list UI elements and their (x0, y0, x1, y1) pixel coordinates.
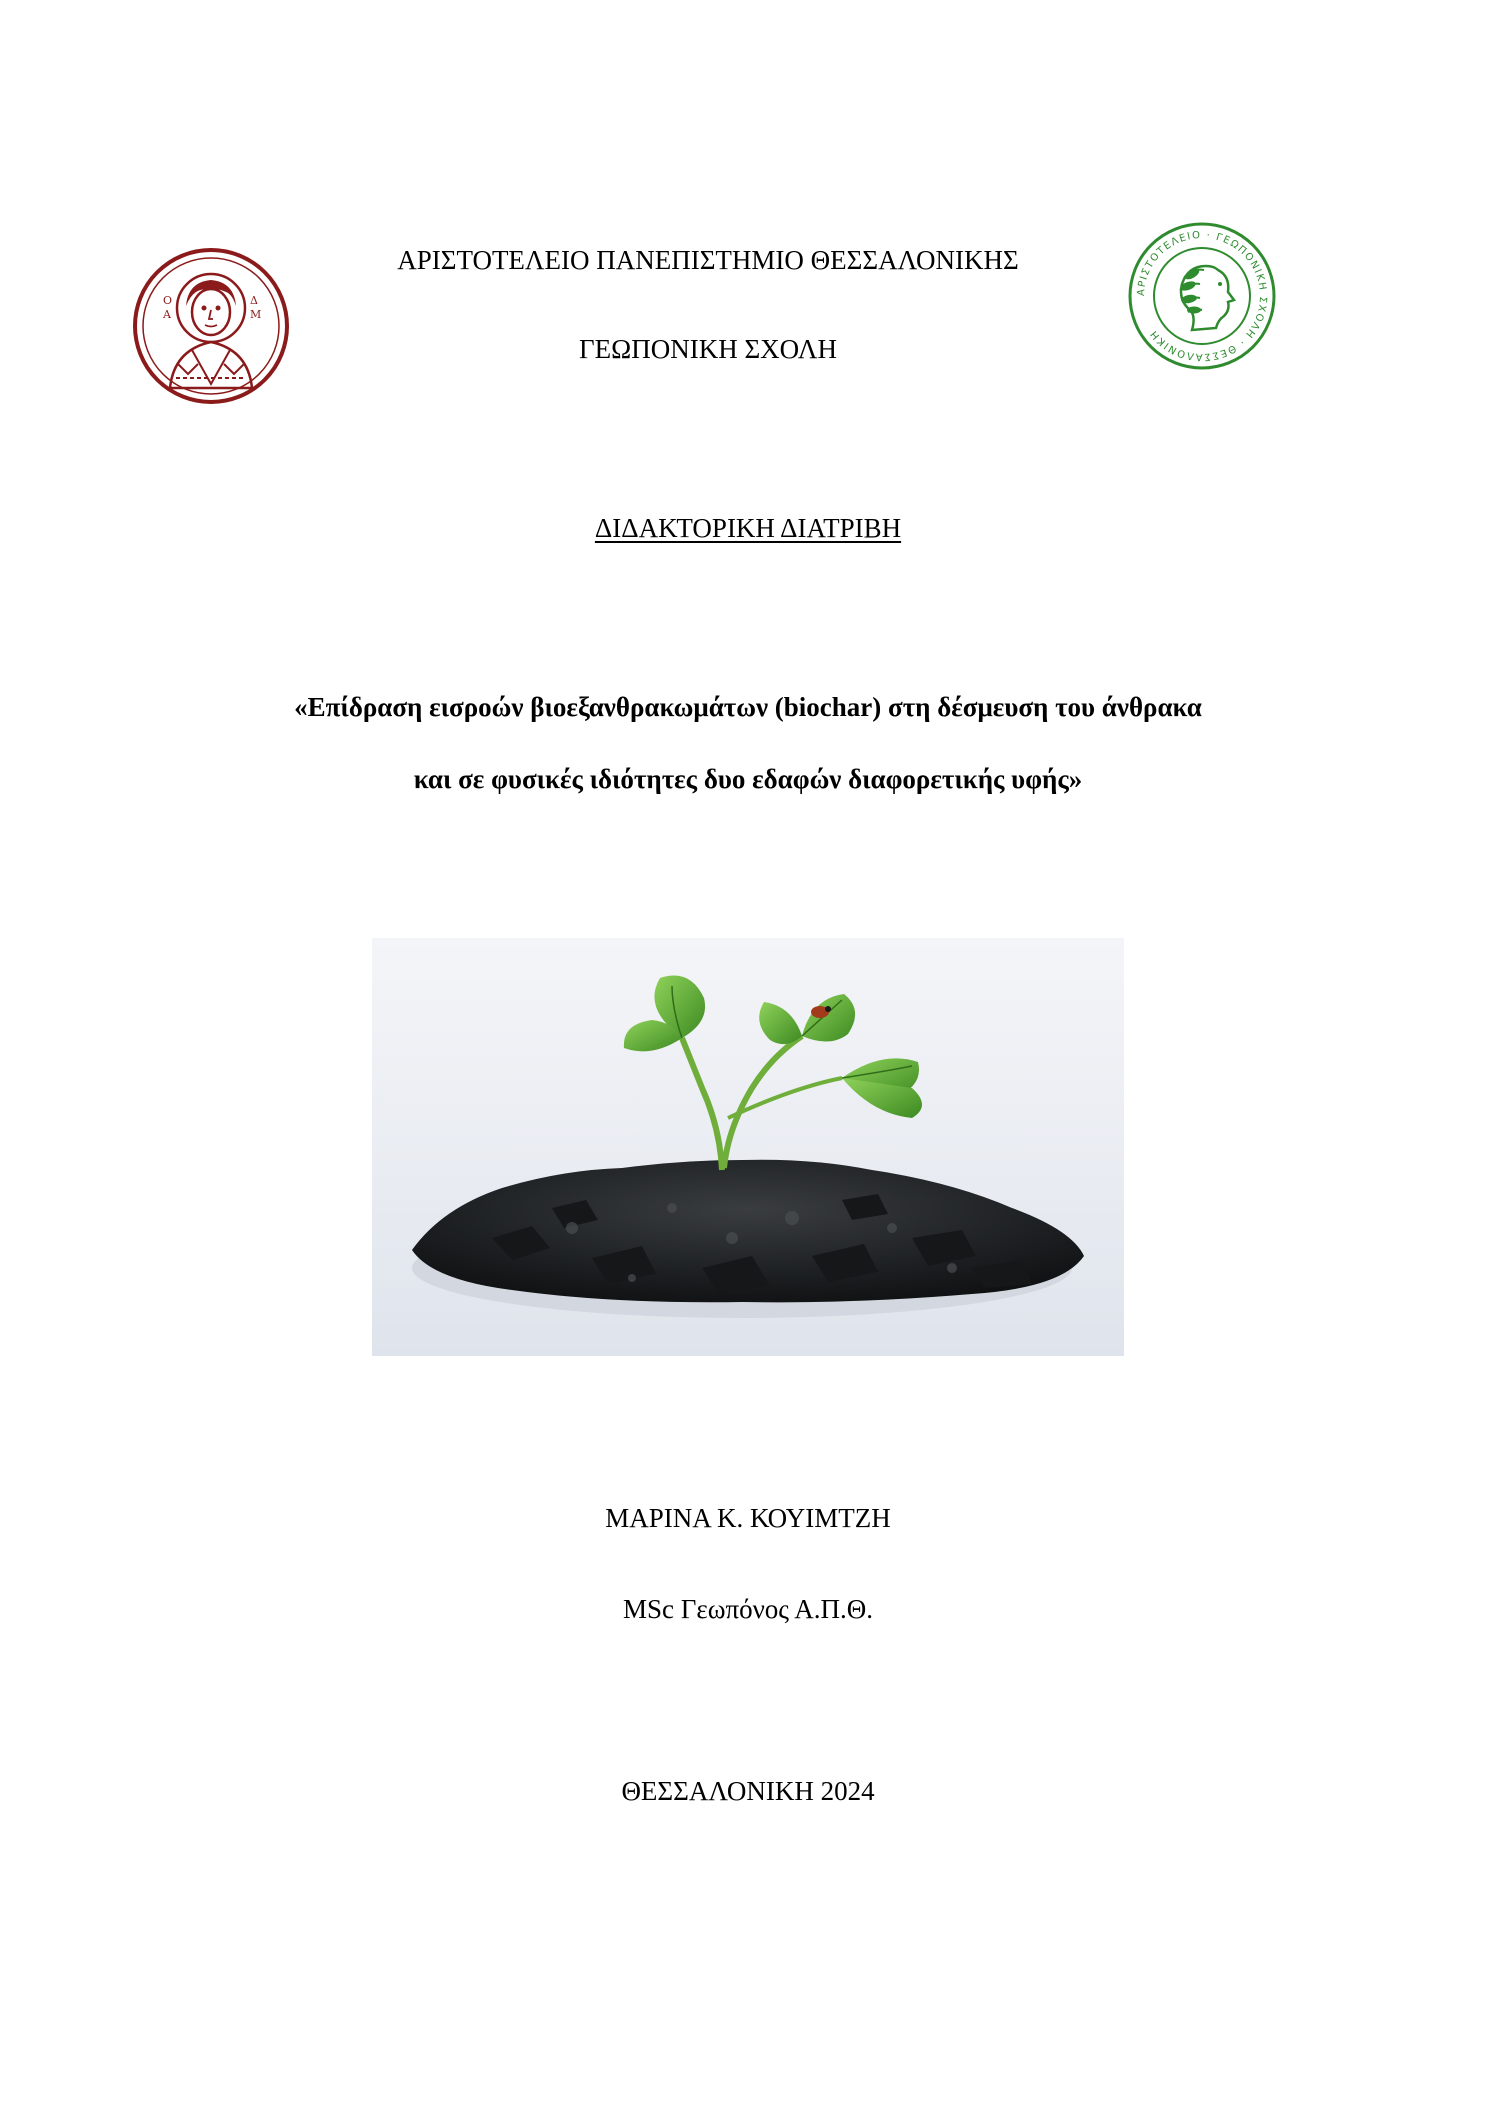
university-name: ΑΡΙΣΤΟΤΕΛΕΙΟ ΠΑΝΕΠΙΣΤΗΜΙΟ ΘΕΣΣΑΛΟΝΙΚΗΣ (397, 245, 1019, 275)
svg-text:Α: Α (163, 308, 171, 321)
place-and-year: ΘΕΣΣΑΛΟΝΙΚΗ 2024 (621, 1776, 875, 1806)
document-type-label: ΔΙΔΑΚΤΟΡΙΚΗ ΔΙΑΤΡΙΒΗ (594, 513, 902, 543)
thesis-title-line-2: και σε φυσικές ιδιότητες δυο εδαφών διαφορετικής υφής» (413, 764, 1083, 794)
seedling-in-biochar-photo (372, 938, 1124, 1356)
seal-ring-text: ΑΡΙΣΤΟΤΕΛΕΙΟ · ΓΕΩΠΟΝΙΚΗ ΣΧΟΛΗ · ΘΕΣΣΑΛΟΝΙΚΗ (1135, 229, 1269, 363)
thesis-title-line-1: «Επίδραση εισροών βιοεξανθρακωμάτων (biochar) στη δέσμευση του άνθρακα (294, 692, 1202, 722)
author-degree: MSc Γεωπόνος Α.Π.Θ. (622, 1594, 873, 1624)
school-name: ΓΕΩΠΟΝΙΚΗ ΣΧΟΛΗ (579, 334, 837, 364)
svg-text:Μ: Μ (250, 308, 262, 321)
svg-text:Δ: Δ (250, 294, 258, 307)
author-name: ΜΑΡΙΝΑ Κ. ΚΟΥΙΜΤΖΗ (605, 1503, 891, 1533)
svg-text:Ο: Ο (163, 294, 173, 307)
document-type (0, 511, 1489, 545)
